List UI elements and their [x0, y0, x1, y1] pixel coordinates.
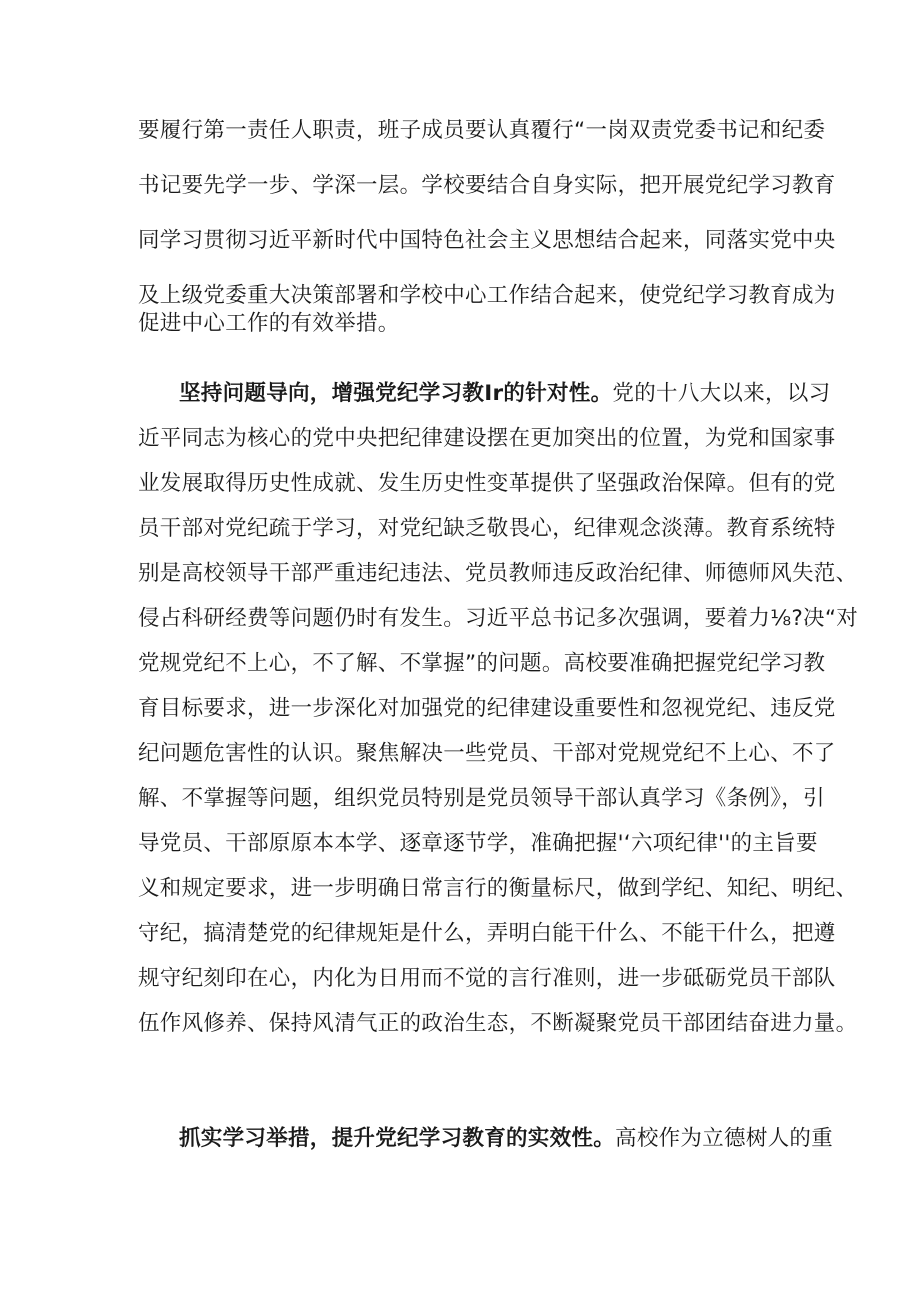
- paragraph-heading-tail: 的针对性。: [503, 381, 613, 406]
- paragraph-first-line: [179, 1117, 834, 1161]
- paragraph-text: 高校作为立德树人的重: [615, 1126, 834, 1151]
- paragraph-line: 要履行第一责任人职责，班子成员要认真覆行“一岗双责党委书记和纪委: [138, 118, 826, 143]
- paragraph-line: 及上级党委重大决策部署和学校中心工作结合起来，使党纪学习教育成为: [138, 283, 836, 308]
- paragraph-heading: 抓实学习举措，提升党纪学习教育的实效性。: [179, 1126, 616, 1151]
- paragraph-line: 育目标要求，进一步深化对加强党的纪律建设重要性和忽视党纪、违反党: [138, 696, 836, 721]
- paragraph-line: 近平同志为核心的党中央把纪律建设摆在更加突出的位置，为党和国家事: [138, 426, 836, 451]
- paragraph-first-line: [179, 372, 831, 416]
- paragraph-line: 规守纪刻印在心，内化为日用而不觉的言行准则，进一步砥砺党员干部队: [138, 966, 836, 991]
- paragraph-line: 纪问题危害性的认识。聚焦解决一些党员、干部对党规党纪不上心、不了: [138, 741, 836, 766]
- paragraph-line: 员干部对党纪疏于学习，对党纪缺乏敬畏心，纪律观念淡薄。教育系统特: [138, 516, 836, 541]
- paragraph-line: 别是高校领导干部严重违纪违法、党员教师违反政治纪律、师德师风失范、: [138, 561, 858, 586]
- paragraph-line: 侵占科研经费等问题仍时有发生。习近平总书记多次强调，要着力⅛?决“对: [138, 606, 859, 631]
- paragraph-line: 伍作风修养、保持风清气正的政治生态，不断凝聚党员干部团结奋进力量。: [138, 1011, 858, 1036]
- paragraph-line: 守纪，搞清楚党的纪律规矩是什么，弄明白能干什么、不能干什么，把遵: [138, 921, 836, 946]
- paragraph-line: 同学习贯彻习近平新时代中国特色社会主义思想结合起来，同落实党中央: [138, 228, 836, 253]
- paragraph-line: 导党员、干部原原本本学、逐章逐节学，准确把握'‘六项纪律''的主旨要: [138, 831, 818, 856]
- paragraph-line: 促进中心工作的有效举措。: [138, 311, 400, 336]
- paragraph-line: 解、不掌握等问题，组织党员特别是党员领导干部认真学习《条例》，引: [138, 786, 825, 811]
- paragraph-text: 党的十八大以来，以习: [612, 381, 831, 406]
- paragraph-line: 书记要先学一步、学深一层。学校要结合自身实际，把开展党纪学习教育: [138, 173, 836, 198]
- paragraph-line: 业发展取得历史性成就、发生历史性变革提供了坚强政治保障。但有的党: [138, 471, 836, 496]
- paragraph-line: 义和规定要求，进一步明确日常言行的衡量标尺，做到学纪、知纪、明纪、: [138, 876, 858, 901]
- paragraph-line: 党规党纪不上心，不了解、不掌握”的问题。高校要准确把握党纪学习教: [138, 651, 826, 676]
- ocr-glitch-text: Ir: [484, 381, 504, 406]
- paragraph-heading: 坚持问题导向，增强党纪学习教: [179, 381, 485, 406]
